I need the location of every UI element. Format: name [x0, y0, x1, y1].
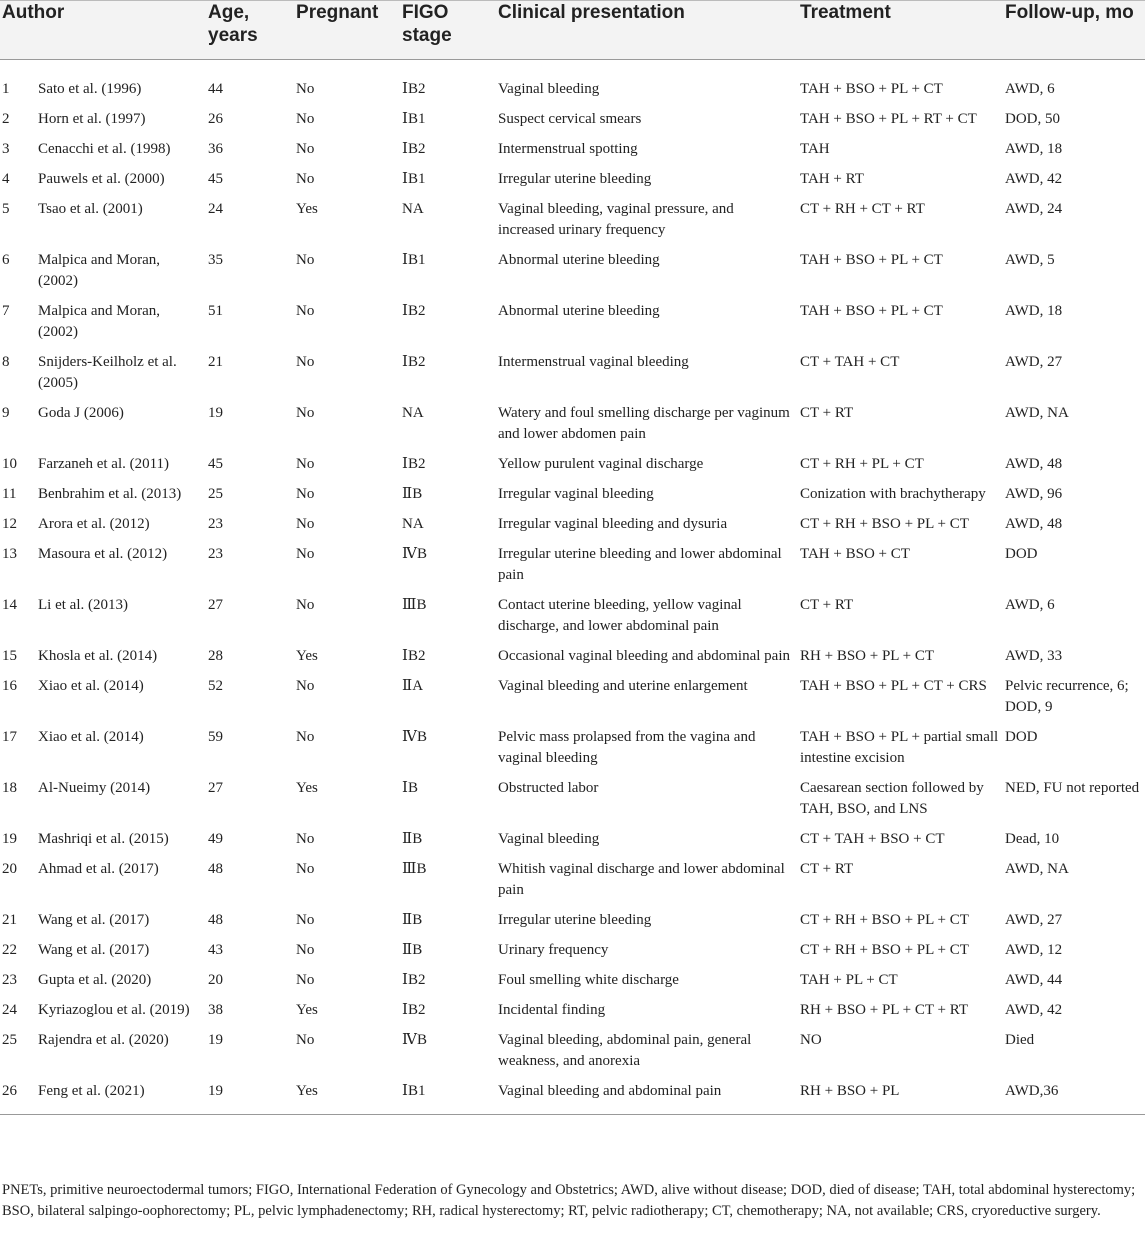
- cell-clinical: Irregular vaginal bleeding: [498, 486, 654, 502]
- cell-author: Khosla et al. (2014): [38, 648, 158, 664]
- cell-figo: ⅣB: [402, 1032, 428, 1048]
- cell-pregnant: Yes: [296, 780, 318, 796]
- cell-treatment: CT + RT: [800, 597, 854, 613]
- cell-treatment: Conization with brachytherapy: [800, 486, 986, 502]
- cell-clinical: Irregular vaginal bleeding and dysuria: [498, 516, 728, 532]
- table-row: [0, 301, 1145, 352]
- cell-age: 24: [208, 201, 224, 217]
- cell-clinical: Vaginal bleeding and uterine enlargement: [498, 678, 748, 694]
- cell-author: Cenacchi et al. (1998): [38, 141, 171, 157]
- cell-figo: ⅠB2: [402, 1002, 426, 1018]
- cell-figo: ⅡB: [402, 942, 423, 958]
- cell-num: 16: [2, 678, 17, 694]
- cell-followup: AWD, NA: [1005, 861, 1069, 877]
- cell-figo: ⅣB: [402, 729, 428, 745]
- cell-treatment: Caesarean section followed by TAH, BSO, and LNS: [800, 780, 984, 817]
- cell-num: 19: [2, 831, 17, 847]
- cell-num: 14: [2, 597, 17, 613]
- cell-pregnant: No: [296, 942, 315, 958]
- cell-figo: ⅠB1: [402, 252, 426, 268]
- cell-treatment: CT + TAH + CT: [800, 354, 900, 370]
- table-row: [0, 514, 1145, 544]
- cell-clinical: Obstructed labor: [498, 780, 599, 796]
- table-row: [0, 1030, 1145, 1081]
- cell-clinical: Yellow purulent vaginal discharge: [498, 456, 704, 472]
- cell-age: 59: [208, 729, 224, 745]
- header-author: Author: [2, 2, 65, 23]
- cell-num: 1: [2, 81, 10, 97]
- cell-num: 3: [2, 141, 10, 157]
- table-row: [0, 1000, 1145, 1030]
- cell-followup: AWD, 27: [1005, 354, 1063, 370]
- cell-clinical: Intermenstrual spotting: [498, 141, 638, 157]
- cell-figo: ⅠB1: [402, 171, 426, 187]
- header-figo: FIGO stage: [402, 2, 452, 46]
- cell-num: 8: [2, 354, 10, 370]
- cell-treatment: CT + RT: [800, 405, 854, 421]
- header-followup: Follow-up, mo: [1005, 2, 1134, 23]
- cell-age: 45: [208, 171, 224, 187]
- cell-figo: ⅡB: [402, 912, 423, 928]
- cell-followup: AWD, 18: [1005, 303, 1063, 319]
- cell-figo: ⅣB: [402, 546, 428, 562]
- cell-figo: ⅡB: [402, 831, 423, 847]
- cell-age: 27: [208, 780, 224, 796]
- cell-age: 23: [208, 516, 224, 532]
- cell-age: 19: [208, 405, 224, 421]
- cell-author: Feng et al. (2021): [38, 1083, 145, 1099]
- cell-clinical: Pelvic mass prolapsed from the vagina and vaginal bleeding: [498, 729, 756, 766]
- cell-pregnant: No: [296, 111, 315, 127]
- cell-followup: AWD, 48: [1005, 456, 1063, 472]
- cell-pregnant: Yes: [296, 648, 318, 664]
- cell-age: 38: [208, 1002, 224, 1018]
- cell-num: 20: [2, 861, 17, 877]
- cell-pregnant: No: [296, 456, 315, 472]
- table-row: [0, 778, 1145, 829]
- cell-author: Ahmad et al. (2017): [38, 861, 159, 877]
- cell-clinical: Intermenstrual vaginal bleeding: [498, 354, 689, 370]
- cell-num: 21: [2, 912, 17, 928]
- cell-followup: AWD, 42: [1005, 1002, 1063, 1018]
- cell-clinical: Irregular uterine bleeding and lower abdominal pain: [498, 546, 782, 583]
- cell-clinical: Watery and foul smelling discharge per vaginum and lower abdomen pain: [498, 405, 790, 442]
- cell-author: Horn et al. (1997): [38, 111, 146, 127]
- cell-age: 45: [208, 456, 224, 472]
- cell-followup: AWD, 5: [1005, 252, 1055, 268]
- cell-pregnant: No: [296, 597, 315, 613]
- cell-followup: NED, FU not reported: [1005, 780, 1140, 796]
- table-row: [0, 859, 1145, 910]
- cell-treatment: TAH + RT: [800, 171, 864, 187]
- cell-author: Sato et al. (1996): [38, 81, 142, 97]
- table-body: [0, 60, 1145, 1115]
- cell-treatment: RH + BSO + PL + CT: [800, 648, 935, 664]
- cell-num: 6: [2, 252, 10, 268]
- table-row: [0, 352, 1145, 403]
- cell-followup: AWD, 44: [1005, 972, 1063, 988]
- cell-pregnant: No: [296, 303, 315, 319]
- cell-treatment: CT + TAH + BSO + CT: [800, 831, 945, 847]
- table-row: [0, 595, 1145, 646]
- table-row: [0, 60, 1145, 110]
- cell-pregnant: Yes: [296, 1002, 318, 1018]
- cell-figo: NA: [402, 201, 424, 217]
- cell-clinical: Vaginal bleeding: [498, 831, 600, 847]
- cell-followup: AWD, 96: [1005, 486, 1063, 502]
- cell-treatment: TAH + BSO + PL + CT: [800, 303, 943, 319]
- cell-num: 26: [2, 1083, 17, 1099]
- cell-figo: ⅠB2: [402, 303, 426, 319]
- cell-num: 25: [2, 1032, 17, 1048]
- cell-author: Farzaneh et al. (2011): [38, 456, 170, 472]
- table-row: [0, 1081, 1145, 1115]
- cell-num: 10: [2, 456, 17, 472]
- cell-num: 5: [2, 201, 10, 217]
- table-row: [0, 829, 1145, 859]
- cell-author: Pauwels et al. (2000): [38, 171, 165, 187]
- cell-pregnant: No: [296, 546, 315, 562]
- cell-pregnant: No: [296, 405, 315, 421]
- cell-age: 35: [208, 252, 224, 268]
- cell-clinical: Occasional vaginal bleeding and abdominal pain: [498, 648, 791, 664]
- cell-clinical: Irregular uterine bleeding: [498, 171, 652, 187]
- cell-num: 24: [2, 1002, 17, 1018]
- cell-followup: DOD: [1005, 546, 1038, 562]
- cell-clinical: Vaginal bleeding, abdominal pain, general weakness, and anorexia: [498, 1032, 752, 1069]
- cell-num: 13: [2, 546, 17, 562]
- cell-age: 25: [208, 486, 224, 502]
- cell-clinical: Vaginal bleeding, vaginal pressure, and increased urinary frequency: [498, 201, 734, 238]
- cell-figo: ⅠB2: [402, 648, 426, 664]
- cell-num: 9: [2, 405, 10, 421]
- cell-pregnant: No: [296, 354, 315, 370]
- cell-followup: DOD, 50: [1005, 111, 1061, 127]
- table-footnote: PNETs, primitive neuroectodermal tumors; FIGO, International Federation of Gynecology and Obstetrics; AWD, alive without disease; DOD, died of disease; TAH, total abdominal hysterectomy; BSO, bilateral salpingo-oophorectomy; PL, pelvic lymphadenectomy; RH, radical hysterectomy; RT, pelvic radiotherapy; CT, chemotherapy; NA, not available; CRS, cryoreductive surgery.: [2, 1182, 1136, 1219]
- cell-clinical: Urinary frequency: [498, 942, 609, 958]
- cell-author: Benbrahim et al. (2013): [38, 486, 182, 502]
- header-treatment: Treatment: [800, 2, 891, 23]
- cell-author: Malpica and Moran, (2002): [38, 252, 161, 289]
- cell-figo: ⅢB: [402, 861, 427, 877]
- cell-author: Snijders-Keilholz et al. (2005): [38, 354, 177, 391]
- cell-followup: AWD, 48: [1005, 516, 1063, 532]
- table-row: [0, 910, 1145, 940]
- cell-author: Rajendra et al. (2020): [38, 1032, 169, 1048]
- cell-age: 23: [208, 546, 224, 562]
- cell-followup: AWD, NA: [1005, 405, 1069, 421]
- cell-age: 21: [208, 354, 224, 370]
- cell-author: Masoura et al. (2012): [38, 546, 168, 562]
- cell-figo: ⅢB: [402, 597, 427, 613]
- cell-followup: AWD,36: [1005, 1083, 1059, 1099]
- cell-author: Wang et al. (2017): [38, 942, 150, 958]
- cell-author: Goda J (2006): [38, 405, 124, 421]
- cell-clinical: Contact uterine bleeding, yellow vaginal discharge, and lower abdominal pain: [498, 597, 742, 634]
- cell-author: Xiao et al. (2014): [38, 678, 144, 694]
- cell-figo: ⅠB1: [402, 1083, 426, 1099]
- cell-num: 23: [2, 972, 17, 988]
- cell-age: 36: [208, 141, 224, 157]
- table-row: [0, 199, 1145, 250]
- cell-treatment: TAH + BSO + PL + RT + CT: [800, 111, 977, 127]
- cell-clinical: Foul smelling white discharge: [498, 972, 679, 988]
- cell-followup: DOD: [1005, 729, 1038, 745]
- table-row: [0, 169, 1145, 199]
- cell-num: 22: [2, 942, 17, 958]
- cell-pregnant: No: [296, 81, 315, 97]
- cell-num: 18: [2, 780, 17, 796]
- table-row: [0, 544, 1145, 595]
- cell-clinical: Abnormal uterine bleeding: [498, 303, 660, 319]
- cell-pregnant: No: [296, 141, 315, 157]
- cell-pregnant: No: [296, 861, 315, 877]
- cell-author: Mashriqi et al. (2015): [38, 831, 169, 847]
- cell-age: 28: [208, 648, 224, 664]
- cell-followup: AWD, 42: [1005, 171, 1063, 187]
- cell-pregnant: No: [296, 912, 315, 928]
- cell-figo: ⅠB2: [402, 354, 426, 370]
- cell-followup: Dead, 10: [1005, 831, 1060, 847]
- table-row: [0, 454, 1145, 484]
- cell-num: 7: [2, 303, 10, 319]
- cell-treatment: RH + BSO + PL + CT + RT: [800, 1002, 968, 1018]
- cell-author: Malpica and Moran, (2002): [38, 303, 161, 340]
- header-row: [0, 1, 1145, 60]
- cell-pregnant: No: [296, 831, 315, 847]
- cell-clinical: Incidental finding: [498, 1002, 606, 1018]
- cell-age: 48: [208, 861, 224, 877]
- cell-pregnant: Yes: [296, 201, 318, 217]
- cell-age: 44: [208, 81, 224, 97]
- cell-author: Tsao et al. (2001): [38, 201, 143, 217]
- cell-pregnant: No: [296, 678, 315, 694]
- table-row: [0, 727, 1145, 778]
- cell-num: 4: [2, 171, 10, 187]
- cell-treatment: TAH + BSO + PL + CT: [800, 252, 943, 268]
- table-row: [0, 250, 1145, 301]
- cell-followup: AWD, 24: [1005, 201, 1063, 217]
- header-clinical: Clinical presentation: [498, 2, 685, 23]
- cell-pregnant: No: [296, 729, 315, 745]
- cell-treatment: CT + RH + BSO + PL + CT: [800, 912, 969, 928]
- cell-treatment: TAH + PL + CT: [800, 972, 898, 988]
- cell-pregnant: No: [296, 171, 315, 187]
- cell-pregnant: No: [296, 486, 315, 502]
- cell-figo: ⅠB2: [402, 456, 426, 472]
- table-row: [0, 970, 1145, 1000]
- cell-age: 52: [208, 678, 224, 694]
- cell-treatment: TAH + BSO + PL + CT: [800, 81, 943, 97]
- cell-treatment: CT + RH + BSO + PL + CT: [800, 516, 969, 532]
- cell-followup: AWD, 27: [1005, 912, 1063, 928]
- header-pregnant: Pregnant: [296, 2, 379, 23]
- cell-pregnant: No: [296, 972, 315, 988]
- table-row: [0, 646, 1145, 676]
- cell-figo: ⅠB2: [402, 141, 426, 157]
- cell-pregnant: No: [296, 252, 315, 268]
- cell-figo: NA: [402, 516, 424, 532]
- cell-pregnant: No: [296, 1032, 315, 1048]
- cell-clinical: Vaginal bleeding: [498, 81, 600, 97]
- cell-followup: AWD, 18: [1005, 141, 1063, 157]
- cell-figo: ⅡB: [402, 486, 423, 502]
- cell-author: Gupta et al. (2020): [38, 972, 152, 988]
- cell-followup: Died: [1005, 1032, 1035, 1048]
- cell-treatment: TAH + BSO + CT: [800, 546, 910, 562]
- cell-clinical: Vaginal bleeding and abdominal pain: [498, 1083, 722, 1099]
- cell-figo: ⅠB1: [402, 111, 426, 127]
- cell-treatment: CT + RT: [800, 861, 854, 877]
- cell-age: 19: [208, 1083, 224, 1099]
- cell-age: 48: [208, 912, 224, 928]
- cell-treatment: TAH + BSO + PL + partial small intestine excision: [800, 729, 999, 766]
- cell-pregnant: Yes: [296, 1083, 318, 1099]
- cell-followup: AWD, 6: [1005, 597, 1055, 613]
- cell-age: 51: [208, 303, 224, 319]
- table-row: [0, 109, 1145, 139]
- table-row: [0, 484, 1145, 514]
- cell-treatment: RH + BSO + PL: [800, 1083, 900, 1099]
- cell-clinical: Whitish vaginal discharge and lower abdominal pain: [498, 861, 785, 898]
- cell-treatment: TAH: [800, 141, 830, 157]
- cell-pregnant: No: [296, 516, 315, 532]
- cell-author: Li et al. (2013): [38, 597, 128, 613]
- cell-age: 27: [208, 597, 224, 613]
- cell-author: Wang et al. (2017): [38, 912, 150, 928]
- cell-treatment: TAH + BSO + PL + CT + CRS: [800, 678, 987, 694]
- cell-author: Kyriazoglou et al. (2019): [38, 1002, 190, 1018]
- cell-author: Xiao et al. (2014): [38, 729, 144, 745]
- cell-treatment: NO: [800, 1032, 822, 1048]
- cell-figo: NA: [402, 405, 424, 421]
- cell-followup: AWD, 6: [1005, 81, 1055, 97]
- cell-treatment: CT + RH + CT + RT: [800, 201, 925, 217]
- header-age: Age, years: [208, 2, 258, 46]
- cell-num: 17: [2, 729, 17, 745]
- cell-followup: AWD, 12: [1005, 942, 1063, 958]
- cell-author: Al-Nueimy (2014): [38, 780, 151, 796]
- cell-num: 15: [2, 648, 17, 664]
- cell-treatment: CT + RH + BSO + PL + CT: [800, 942, 969, 958]
- cell-num: 2: [2, 111, 10, 127]
- cell-followup: AWD, 33: [1005, 648, 1063, 664]
- cell-age: 49: [208, 831, 224, 847]
- cell-clinical: Suspect cervical smears: [498, 111, 642, 127]
- cell-followup: Pelvic recurrence, 6; DOD, 9: [1005, 678, 1129, 715]
- cell-figo: ⅠB2: [402, 81, 426, 97]
- cell-author: Arora et al. (2012): [38, 516, 150, 532]
- table-row: [0, 940, 1145, 970]
- cell-figo: ⅠB: [402, 780, 418, 796]
- cell-clinical: Irregular uterine bleeding: [498, 912, 652, 928]
- cell-num: 12: [2, 516, 17, 532]
- table-row: [0, 139, 1145, 169]
- cell-treatment: CT + RH + PL + CT: [800, 456, 924, 472]
- cell-figo: ⅠB2: [402, 972, 426, 988]
- cell-clinical: Abnormal uterine bleeding: [498, 252, 660, 268]
- cell-age: 20: [208, 972, 224, 988]
- cell-figo: ⅡA: [402, 678, 424, 694]
- table-row: [0, 676, 1145, 727]
- cell-num: 11: [2, 486, 17, 502]
- cell-age: 26: [208, 111, 224, 127]
- table-row: [0, 403, 1145, 454]
- cell-age: 19: [208, 1032, 224, 1048]
- cell-age: 43: [208, 942, 224, 958]
